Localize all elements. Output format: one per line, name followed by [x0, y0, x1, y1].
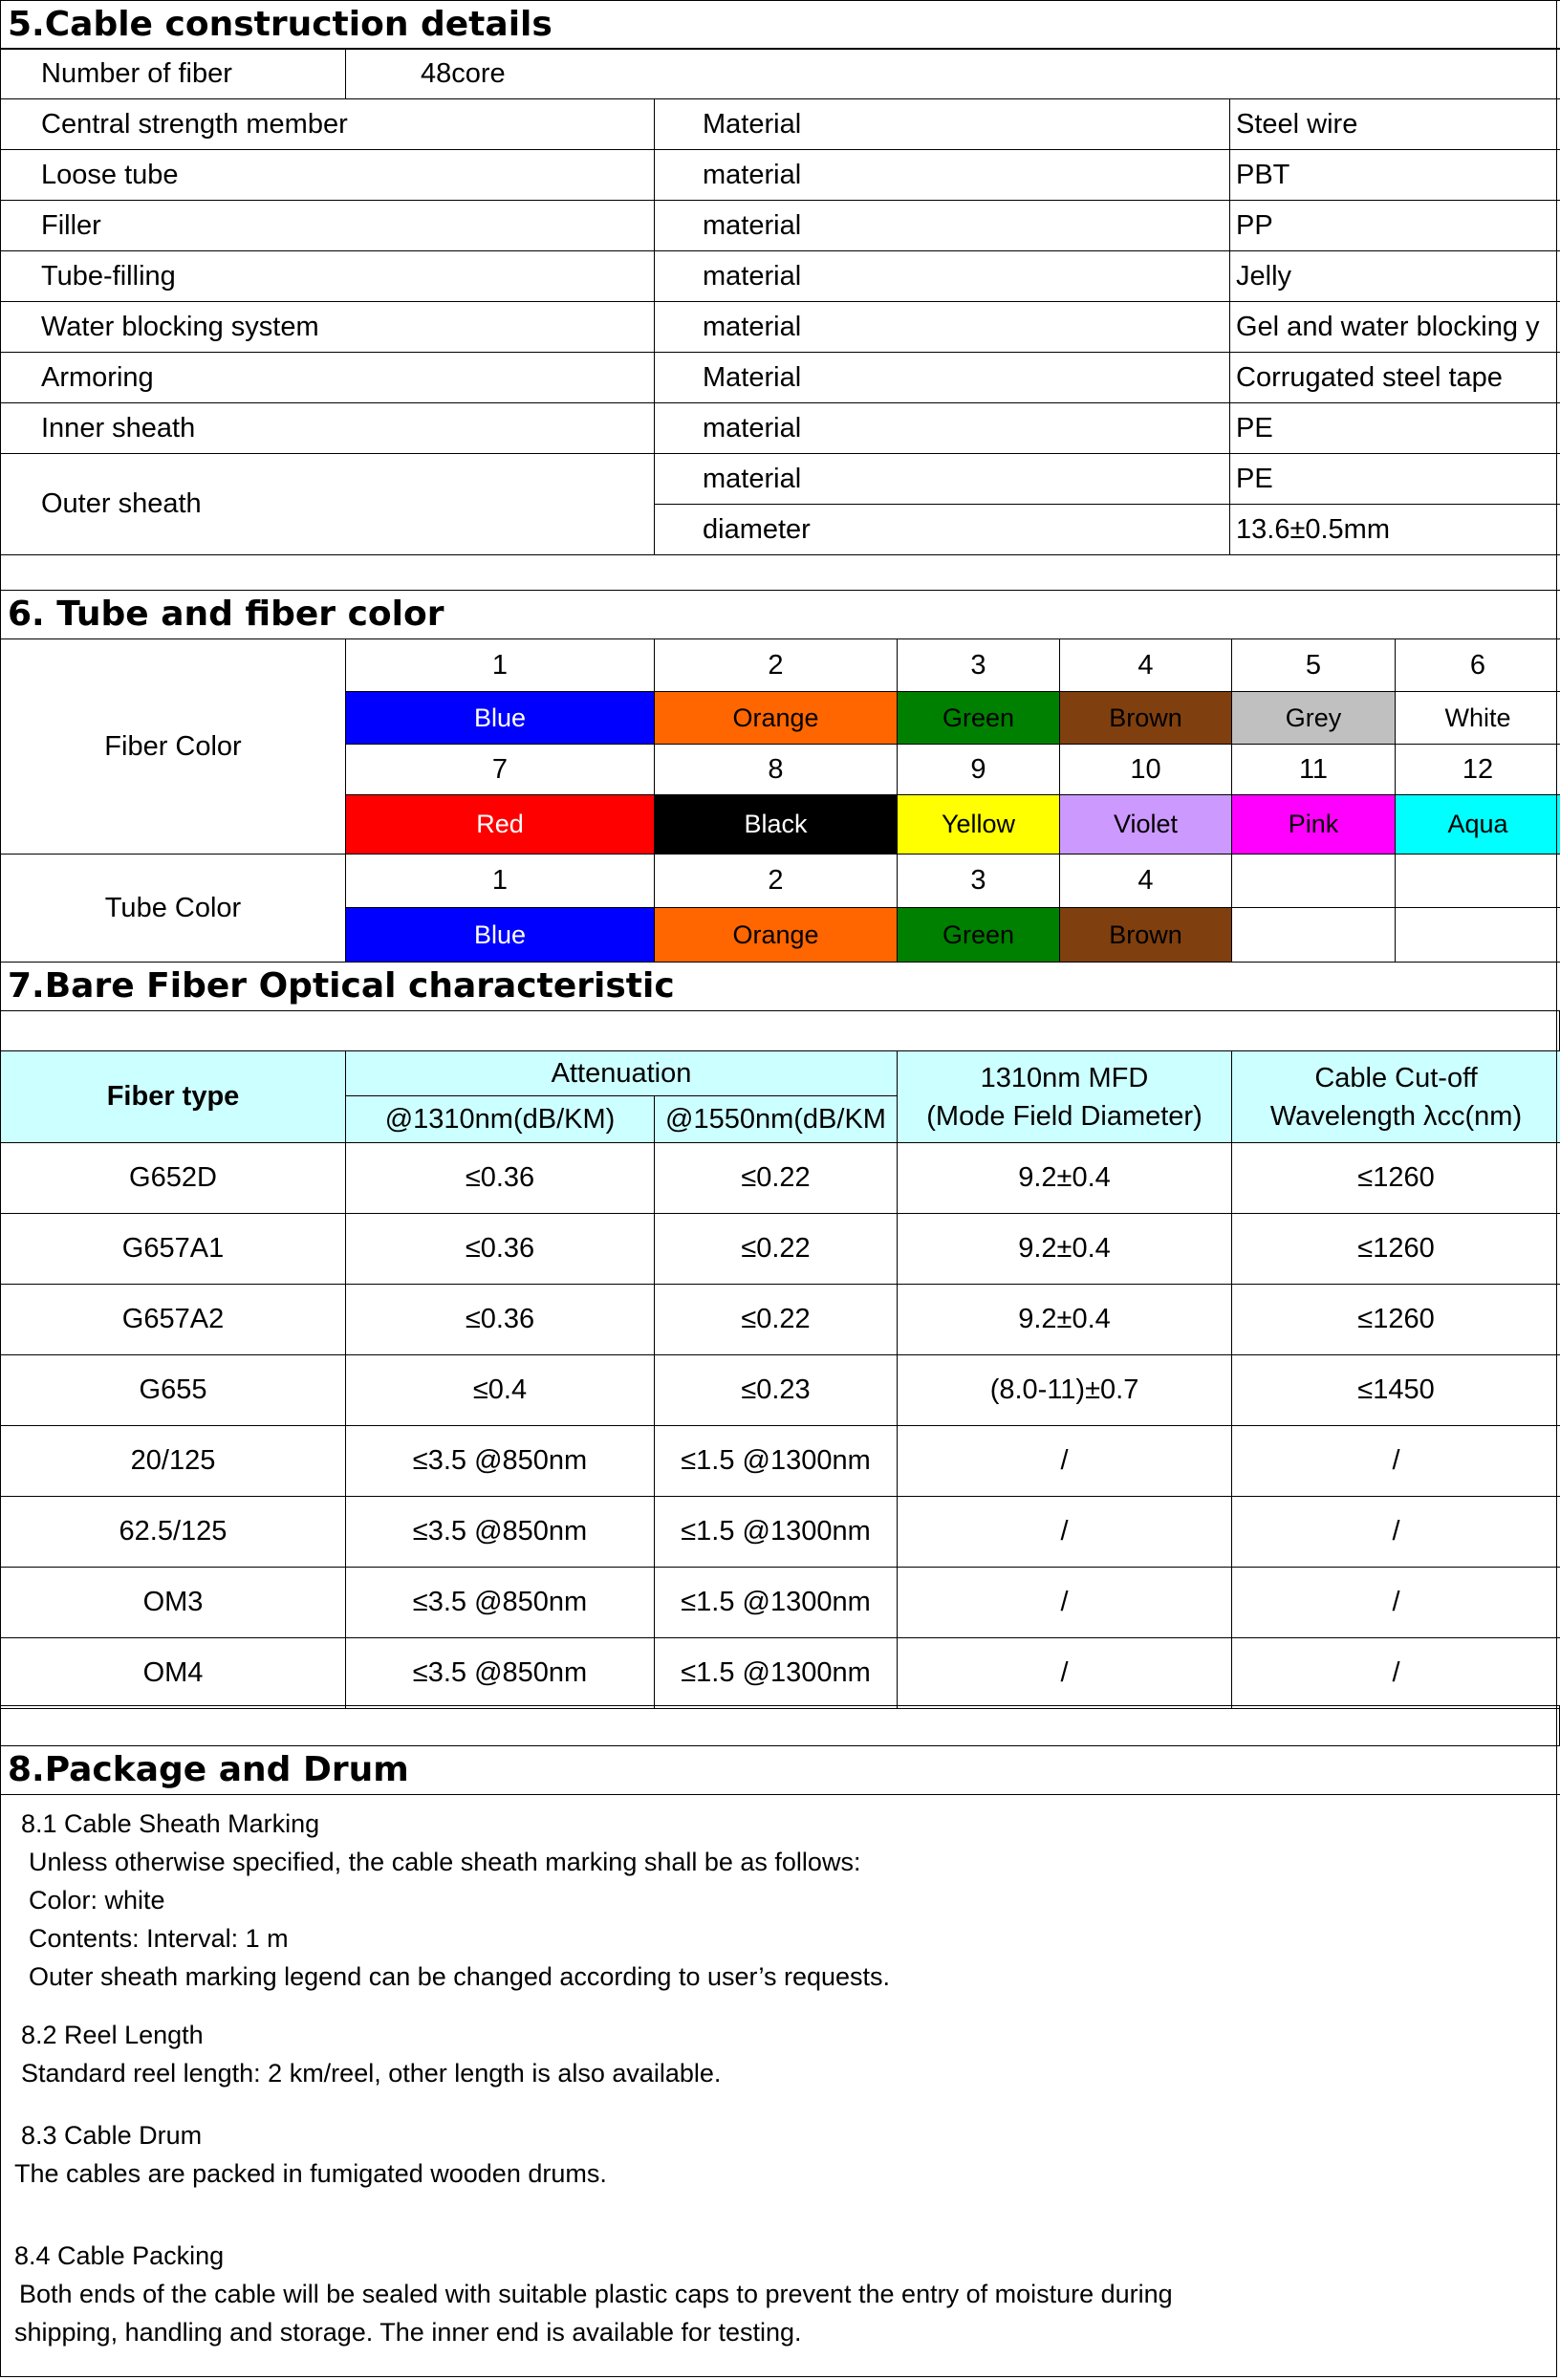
- optical-cell-a1550: ≤0.23: [655, 1355, 898, 1426]
- spacer-cell: [1, 1011, 1560, 1051]
- header-mfd: [898, 1051, 1232, 1143]
- optical-cell-type: 20/125: [1, 1426, 346, 1497]
- construction-prop: material: [655, 302, 1230, 353]
- outer-sheath-row: [1, 454, 1560, 505]
- construction-item: Tube-filling: [1, 251, 655, 302]
- fiber-swatch: Grey: [1232, 692, 1396, 745]
- p81-title: 8.1 Cable Sheath Marking: [21, 1809, 320, 1838]
- p82-title: 8.2 Reel Length: [21, 2021, 204, 2049]
- p81-line4: Outer sheath marking legend can be changed according to user’s requests.: [29, 1962, 891, 1991]
- tube-color-label: Tube Color: [1, 855, 346, 963]
- p84-line1: Both ends of the cable will be sealed with suitable plastic caps to prevent the entry of moisture during: [19, 2280, 1173, 2308]
- header-attenuation: Attenuation: [346, 1051, 898, 1096]
- tube-swatch: Brown: [1060, 908, 1232, 963]
- fiber-count-label: Number of fiber: [1, 49, 346, 99]
- optical-cell-type: G655: [1, 1355, 346, 1426]
- optical-cell-cutoff: /: [1232, 1568, 1560, 1638]
- tube-swatch: Green: [898, 908, 1060, 963]
- construction-item: Water blocking system: [1, 302, 655, 353]
- optical-cell-a1310: ≤0.36: [346, 1214, 655, 1285]
- optical-cell-mfd: 9.2±0.4: [898, 1285, 1232, 1355]
- construction-value: Steel wire: [1230, 99, 1560, 150]
- outer-diameter-prop: diameter: [655, 505, 1230, 555]
- optical-row: [1, 1638, 1560, 1709]
- construction-row: [1, 403, 1560, 454]
- construction-row: [1, 353, 1560, 403]
- p82-line1: Standard reel length: 2 km/reel, other length is also available.: [21, 2059, 722, 2088]
- p84-line2: shipping, handling and storage. The inner end is available for testing.: [14, 2318, 802, 2347]
- fiber-number: 10: [1060, 745, 1232, 795]
- optical-cell-type: OM3: [1, 1568, 346, 1638]
- optical-cell-a1550: ≤1.5 @1300nm: [655, 1638, 898, 1709]
- fiber-swatch: Aqua: [1396, 795, 1560, 855]
- header-mfd-line2: (Mode Field Diameter): [926, 1100, 1202, 1132]
- header-cutoff-line2: Wavelength λcc(nm): [1269, 1100, 1523, 1132]
- optical-cell-a1310: ≤3.5 @850nm: [346, 1638, 655, 1709]
- empty-cell: [1396, 908, 1560, 963]
- optical-cell-cutoff: /: [1232, 1497, 1560, 1568]
- construction-item: Armoring: [1, 353, 655, 403]
- fiber-swatch: Red: [346, 795, 655, 855]
- fiber-number: 7: [346, 745, 655, 795]
- fiber-swatch: White: [1396, 692, 1560, 745]
- section-6-heading: 6. Tube and fiber color: [0, 590, 1560, 639]
- construction-value: Corrugated steel tape: [1230, 353, 1560, 403]
- fiber-number: 4: [1060, 639, 1232, 692]
- fiber-swatch: Brown: [1060, 692, 1232, 745]
- header-cutoff: [1232, 1051, 1560, 1143]
- optical-row: [1, 1568, 1560, 1638]
- fiber-swatch: Orange: [655, 692, 898, 745]
- p84-title: 8.4 Cable Packing: [14, 2241, 225, 2270]
- optical-table: [0, 1050, 1560, 1709]
- fiber-count-value: 48core: [346, 49, 1560, 99]
- construction-prop: Material: [655, 99, 1230, 150]
- fiber-number: 1: [346, 639, 655, 692]
- fiber-swatch: Pink: [1232, 795, 1396, 855]
- fiber-number: 2: [655, 639, 898, 692]
- p81-line2: Color: white: [29, 1886, 165, 1915]
- optical-cell-mfd: /: [898, 1638, 1232, 1709]
- fiber-number: 8: [655, 745, 898, 795]
- construction-value: PBT: [1230, 150, 1560, 201]
- tube-number: 4: [1060, 855, 1232, 908]
- fiber-number: 11: [1232, 745, 1396, 795]
- optical-cell-mfd: (8.0-11)±0.7: [898, 1355, 1232, 1426]
- optical-row: [1, 1285, 1560, 1355]
- construction-item: Filler: [1, 201, 655, 251]
- optical-cell-a1310: ≤3.5 @850nm: [346, 1568, 655, 1638]
- p83-title: 8.3 Cable Drum: [21, 2121, 203, 2150]
- color-table: [0, 638, 1560, 963]
- header-att-1550: @1550nm(dB/KM: [655, 1096, 898, 1143]
- header-att-1310: @1310nm(dB/KM): [346, 1096, 655, 1143]
- optical-header-row-1: [1, 1051, 1560, 1096]
- optical-cell-type: G657A2: [1, 1285, 346, 1355]
- spacer-row-8: [0, 1705, 1560, 1746]
- section-5-heading: 5.Cable construction details: [0, 0, 1560, 50]
- fiber-number: 5: [1232, 639, 1396, 692]
- optical-row: [1, 1355, 1560, 1426]
- construction-item: Central strength member: [1, 99, 655, 150]
- tube-swatch: Orange: [655, 908, 898, 963]
- tube-swatch: Blue: [346, 908, 655, 963]
- construction-value: PP: [1230, 201, 1560, 251]
- optical-cell-cutoff: ≤1260: [1232, 1143, 1560, 1214]
- optical-row: [1, 1214, 1560, 1285]
- construction-value: Jelly: [1230, 251, 1560, 302]
- fiber-number: 12: [1396, 745, 1560, 795]
- optical-cell-a1550: ≤1.5 @1300nm: [655, 1568, 898, 1638]
- optical-row: [1, 1426, 1560, 1497]
- optical-row: [1, 1143, 1560, 1214]
- header-cutoff-line1: Cable Cut-off: [1314, 1062, 1478, 1093]
- fiber-color-label: Fiber Color: [1, 639, 346, 855]
- fiber-num-row-a: [1, 639, 1560, 692]
- optical-cell-a1310: ≤3.5 @850nm: [346, 1426, 655, 1497]
- section-8-heading: 8.Package and Drum: [0, 1745, 1560, 1795]
- section-7-heading: 7.Bare Fiber Optical characteristic: [0, 962, 1560, 1011]
- optical-cell-a1310: ≤0.4: [346, 1355, 655, 1426]
- header-fiber-type: Fiber type: [1, 1051, 346, 1143]
- empty-cell: [1232, 908, 1396, 963]
- construction-items-table: [0, 98, 1560, 555]
- optical-cell-a1310: ≤0.36: [346, 1285, 655, 1355]
- optical-cell-mfd: 9.2±0.4: [898, 1143, 1232, 1214]
- construction-prop: material: [655, 251, 1230, 302]
- construction-row: [1, 201, 1560, 251]
- optical-cell-a1550: ≤0.22: [655, 1143, 898, 1214]
- empty-cell: [1232, 855, 1396, 908]
- optical-cell-cutoff: /: [1232, 1426, 1560, 1497]
- optical-cell-a1550: ≤0.22: [655, 1214, 898, 1285]
- spacer-cell: [1, 1706, 1560, 1746]
- construction-row: [1, 150, 1560, 201]
- construction-value: PE: [1230, 403, 1560, 454]
- optical-cell-a1550: ≤0.22: [655, 1285, 898, 1355]
- tube-num-row: [1, 855, 1560, 908]
- optical-cell-mfd: /: [898, 1568, 1232, 1638]
- optical-cell-mfd: 9.2±0.4: [898, 1214, 1232, 1285]
- construction-prop: material: [655, 150, 1230, 201]
- outer-sheath-value: PE: [1230, 454, 1560, 505]
- optical-row: [1, 1497, 1560, 1568]
- fiber-swatch: Blue: [346, 692, 655, 745]
- optical-cell-cutoff: /: [1232, 1638, 1560, 1709]
- optical-cell-type: G652D: [1, 1143, 346, 1214]
- fiber-swatch: Violet: [1060, 795, 1232, 855]
- optical-cell-a1310: ≤0.36: [346, 1143, 655, 1214]
- outer-sheath-label: Outer sheath: [1, 454, 655, 555]
- construction-prop: material: [655, 201, 1230, 251]
- optical-cell-mfd: /: [898, 1426, 1232, 1497]
- fiber-swatch: Green: [898, 692, 1060, 745]
- fiber-swatch: Yellow: [898, 795, 1060, 855]
- outer-diameter-value: 13.6±0.5mm: [1230, 505, 1560, 555]
- tube-number: 1: [346, 855, 655, 908]
- construction-table: [0, 48, 1560, 99]
- header-mfd-line1: 1310nm MFD: [980, 1062, 1149, 1093]
- p81-line3: Contents: Interval: 1 m: [29, 1924, 289, 1953]
- optical-cell-type: G657A1: [1, 1214, 346, 1285]
- empty-cell: [1396, 855, 1560, 908]
- construction-value: Gel and water blocking y: [1230, 302, 1560, 353]
- optical-cell-type: OM4: [1, 1638, 346, 1709]
- optical-cell-cutoff: ≤1450: [1232, 1355, 1560, 1426]
- fiber-number: 9: [898, 745, 1060, 795]
- construction-prop: material: [655, 403, 1230, 454]
- fiber-count-row: [1, 49, 1560, 99]
- fiber-swatch: Black: [655, 795, 898, 855]
- spacer-row-7: [0, 1010, 1560, 1051]
- optical-cell-cutoff: ≤1260: [1232, 1214, 1560, 1285]
- optical-cell-mfd: /: [898, 1497, 1232, 1568]
- construction-row: [1, 99, 1560, 150]
- construction-prop: Material: [655, 353, 1230, 403]
- construction-row: [1, 251, 1560, 302]
- fiber-number: 3: [898, 639, 1060, 692]
- tube-number: 2: [655, 855, 898, 908]
- outer-sheath-prop: material: [655, 454, 1230, 505]
- optical-cell-a1550: ≤1.5 @1300nm: [655, 1497, 898, 1568]
- optical-cell-cutoff: ≤1260: [1232, 1285, 1560, 1355]
- optical-cell-a1310: ≤3.5 @850nm: [346, 1497, 655, 1568]
- p81-line1: Unless otherwise specified, the cable sheath marking shall be as follows:: [29, 1848, 861, 1876]
- fiber-number: 6: [1396, 639, 1560, 692]
- construction-item: Loose tube: [1, 150, 655, 201]
- optical-cell-a1550: ≤1.5 @1300nm: [655, 1426, 898, 1497]
- package-section: [0, 1794, 1560, 2377]
- p83-line1: The cables are packed in fumigated wooden drums.: [14, 2159, 607, 2188]
- construction-row: [1, 302, 1560, 353]
- tube-number: 3: [898, 855, 1060, 908]
- optical-cell-type: 62.5/125: [1, 1497, 346, 1568]
- construction-item: Inner sheath: [1, 403, 655, 454]
